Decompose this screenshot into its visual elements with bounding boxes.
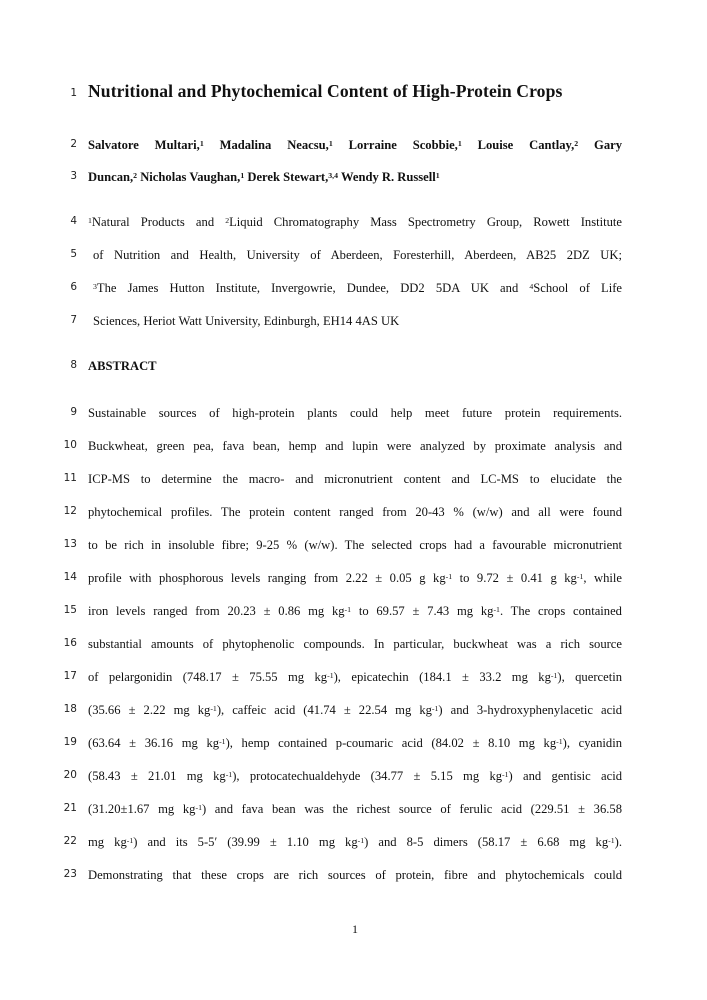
manuscript-line (0, 437, 707, 457)
abstract-text-line: phytochemical profiles. The protein content ranged from 20-43 % (w/w) and all were found (88, 505, 622, 519)
abstract-text-line: to be rich in insoluble fibre; 9-25 % (w/w). The selected crops had a favourable micronutrient (88, 538, 622, 552)
abstract-text-line: iron levels ranged from 20.23 ± 0.86 mg $kg^{-1}$ to 69.57 ± 7.43 mg $kg^{-1}$. The crops contained (88, 604, 622, 618)
abstract-text-line: ICP-MS to determine the macro- and micronutrient content and LC-MS to elucidate the (88, 472, 622, 486)
manuscript-line (0, 404, 707, 424)
line-number: 11 (63, 472, 77, 484)
line-number: 8 (70, 359, 77, 371)
abstract-text-line: profile with phosphorous levels ranging from 2.22 ± 0.05 g $kg^{-1}$ to 9.72 ± 0.41 g $kg^{-1}$, while (88, 571, 622, 585)
paper-title: Nutritional and Phytochemical Content of High-Protein Crops (88, 81, 563, 101)
line-number: 17 (63, 670, 77, 682)
manuscript-line (0, 635, 707, 655)
line-number: 6 (70, 281, 77, 293)
line-number: 10 (63, 439, 77, 451)
affiliation-line: Sciences, Heriot Watt University, Edinburgh, EH14 4AS UK (93, 314, 400, 328)
line-number: 18 (63, 703, 77, 715)
line-number: 15 (63, 604, 77, 616)
affiliation-line: $^1$Natural Products and $^2$Liquid Chromatography Mass Spectrometry Group, Rowett Institute (88, 215, 622, 229)
line-number: 9 (70, 406, 77, 418)
authors-line: Duncan,$^2$ Nicholas Vaughan,$^1$ Derek Stewart,$^{3,4}$ Wendy R. Russell$^1$ (88, 170, 440, 184)
abstract-text-line: Buckwheat, green pea, fava bean, hemp and lupin were analyzed by proximate analysis and (88, 439, 622, 453)
manuscript-line (0, 536, 707, 556)
manuscript-line (0, 668, 707, 688)
manuscript-line (0, 866, 707, 886)
manuscript-line (0, 833, 707, 853)
abstract-text-line: substantial amounts of phytophenolic compounds. In particular, buckwheat was a rich source (88, 637, 622, 651)
abstract-text-line: of pelargonidin (748.17 ± 75.55 mg $kg^{-1}$), epicatechin (184.1 ± 33.2 mg $kg^{-1}$), quercetin (88, 670, 622, 684)
line-number: 20 (63, 769, 77, 781)
line-number: 23 (63, 868, 77, 880)
line-number: 1 (70, 87, 77, 99)
abstract-heading: ABSTRACT (88, 359, 157, 373)
abstract-text-line: (63.64 ± 36.16 mg $kg^{-1}$), hemp contained p-coumaric acid (84.02 ± 8.10 mg $kg^{-1}$), cyanidin (88, 736, 622, 750)
line-number: 19 (63, 736, 77, 748)
abstract-text-line: Demonstrating that these crops are rich sources of protein, fibre and phytochemicals could (88, 868, 622, 882)
line-number: 7 (70, 314, 77, 326)
manuscript-line (0, 246, 707, 266)
manuscript-line (0, 80, 707, 100)
line-number: 21 (63, 802, 77, 814)
affiliation-line: of Nutrition and Health, University of Aberdeen, Foresterhill, Aberdeen, AB25 2DZ UK; (93, 248, 622, 262)
line-number: 16 (63, 637, 77, 649)
manuscript-line (0, 734, 707, 754)
line-number: 13 (63, 538, 77, 550)
manuscript-line (0, 503, 707, 523)
manuscript-line (0, 168, 707, 188)
manuscript-line (0, 602, 707, 622)
line-number: 4 (70, 215, 77, 227)
line-number: 5 (70, 248, 77, 260)
manuscript-line (0, 357, 707, 377)
manuscript-line (0, 213, 707, 233)
line-number: 22 (63, 835, 77, 847)
manuscript-line (0, 470, 707, 490)
line-number: 3 (70, 170, 77, 182)
page-number: 1 (352, 922, 358, 936)
manuscript-line (0, 312, 707, 332)
affiliation-line: $^3$The James Hutton Institute, Invergowrie, Dundee, DD2 5DA UK and $^4$School of Life (93, 281, 622, 295)
abstract-text-line: Sustainable sources of high-protein plants could help meet future protein requirements. (88, 406, 622, 420)
manuscript-line (0, 279, 707, 299)
manuscript-line (0, 767, 707, 787)
manuscript-line (0, 800, 707, 820)
abstract-text-line: mg $kg^{-1}$) and its 5-5′ (39.99 ± 1.10 mg $kg^{-1}$) and 8-5 dimers (58.17 ± 6.68 mg $kg^{-1}$). (88, 835, 622, 849)
line-number: 14 (63, 571, 77, 583)
abstract-text-line: (31.20±1.67 mg $kg^{-1}$) and fava bean was the richest source of ferulic acid (229.51 ± 36.58 (88, 802, 623, 816)
abstract-text-line: (35.66 ± 2.22 mg $kg^{-1}$), caffeic acid (41.74 ± 22.54 mg $kg^{-1}$) and 3-hydroxyphenylacetic acid (88, 703, 622, 717)
manuscript-line (0, 569, 707, 589)
line-number: 2 (70, 138, 77, 150)
line-number: 12 (63, 505, 77, 517)
authors-line: Salvatore Multari,$^1$ Madalina Neacsu,$^1$ Lorraine Scobbie,$^1$ Louise Cantlay,$^2$ Gary (88, 138, 622, 152)
manuscript-line (0, 136, 707, 156)
manuscript-line (0, 701, 707, 721)
abstract-text-line: (58.43 ± 21.01 mg $kg^{-1}$), protocatechualdehyde (34.77 ± 5.15 mg $kg^{-1}$) and gentisic acid (88, 769, 622, 783)
